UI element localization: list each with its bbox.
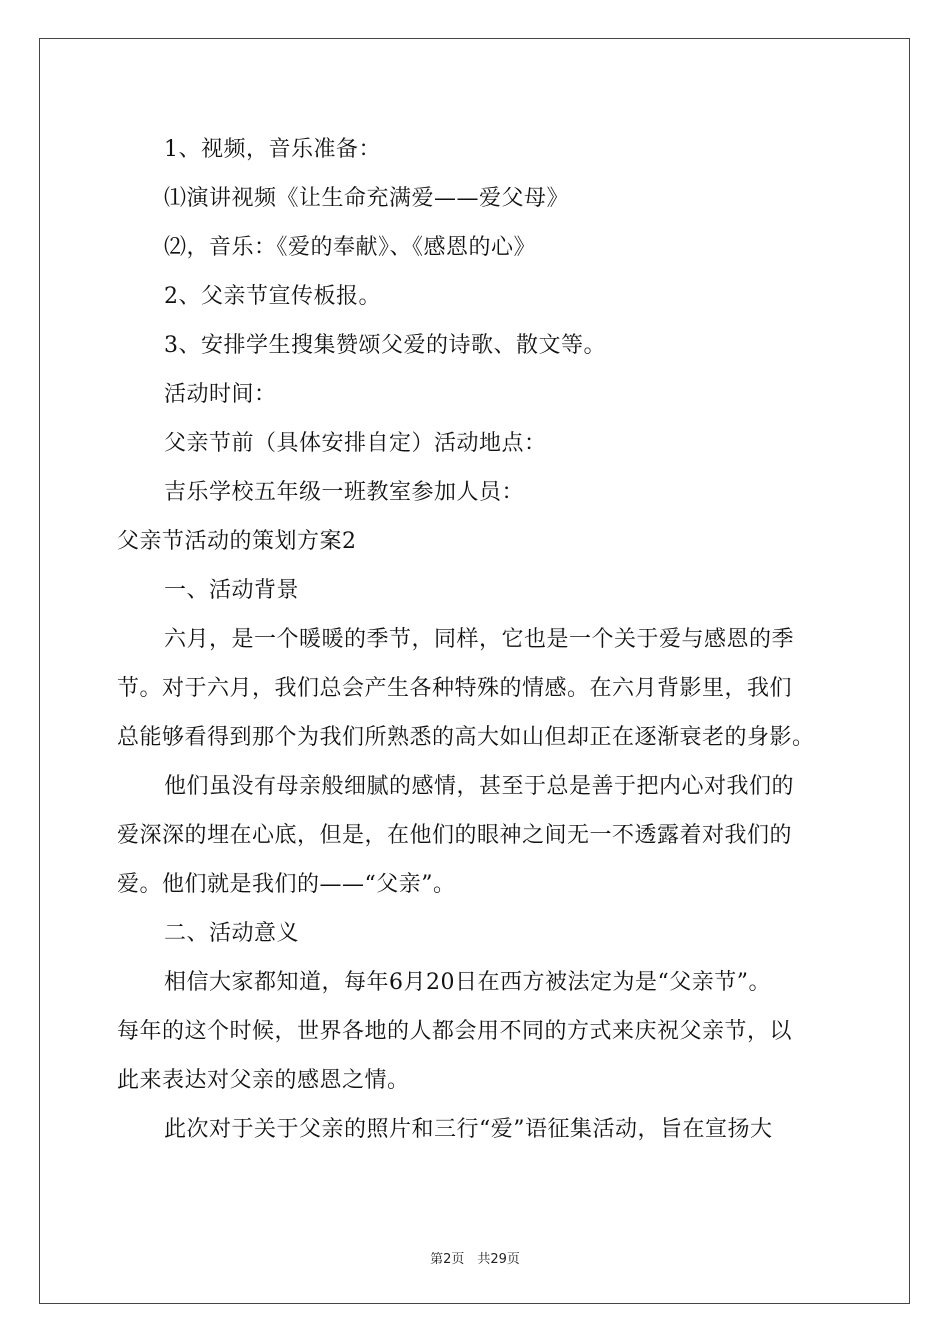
text-line: 总能够看得到那个为我们所熟悉的高大如山但却正在逐渐衰老的身影。 [117, 725, 815, 750]
text-line: 爱。他们就是我们的——“父亲”。 [117, 872, 456, 897]
text-line: 活动时间： [164, 382, 277, 407]
section-title: 父亲节活动的策划方案2 [117, 529, 357, 554]
text-line: 此次对于关于父亲的照片和三行“爱”语征集活动，旨在宣扬大 [164, 1117, 773, 1142]
text-line: ⑵，音乐：《爱的奉献》、《感恩的心》 [164, 235, 537, 260]
text-line: 1、视频，音乐准备： [164, 137, 381, 162]
text-line: 爱深深的埋在心底，但是，在他们的眼神之间无一不透露着对我们的 [117, 823, 793, 848]
text-line: 相信大家都知道，每年6月20日在西方被法定为是“父亲节”。 [164, 970, 771, 995]
text-line: 3、安排学生搜集赞颂父爱的诗歌、散文等。 [164, 333, 606, 358]
document-body [117, 125, 837, 1154]
text-line: 他们虽没有母亲般细腻的感情，甚至于总是善于把内心对我们的 [164, 774, 795, 799]
page-number-footer: 第2页 共29页 [430, 1252, 520, 1267]
text-line: 每年的这个时候，世界各地的人都会用不同的方式来庆祝父亲节，以 [117, 1019, 793, 1044]
text-line: 2、父亲节宣传板报。 [164, 284, 381, 309]
text-line: ⑴演讲视频《让生命充满爱——爱父母》 [164, 186, 570, 211]
text-line: 节。对于六月，我们总会产生各种特殊的情感。在六月背影里，我们 [117, 676, 793, 701]
section-heading: 一、活动背景 [164, 578, 300, 603]
text-line: 父亲节前（具体安排自定）活动地点： [164, 431, 547, 456]
text-line: 此来表达对父亲的感恩之情。 [117, 1068, 410, 1093]
text-line: 六月，是一个暖暖的季节，同样，它也是一个关于爱与感恩的季 [164, 627, 795, 652]
text-line: 吉乐学校五年级一班教室参加人员： [164, 480, 525, 505]
section-heading: 二、活动意义 [164, 921, 300, 946]
